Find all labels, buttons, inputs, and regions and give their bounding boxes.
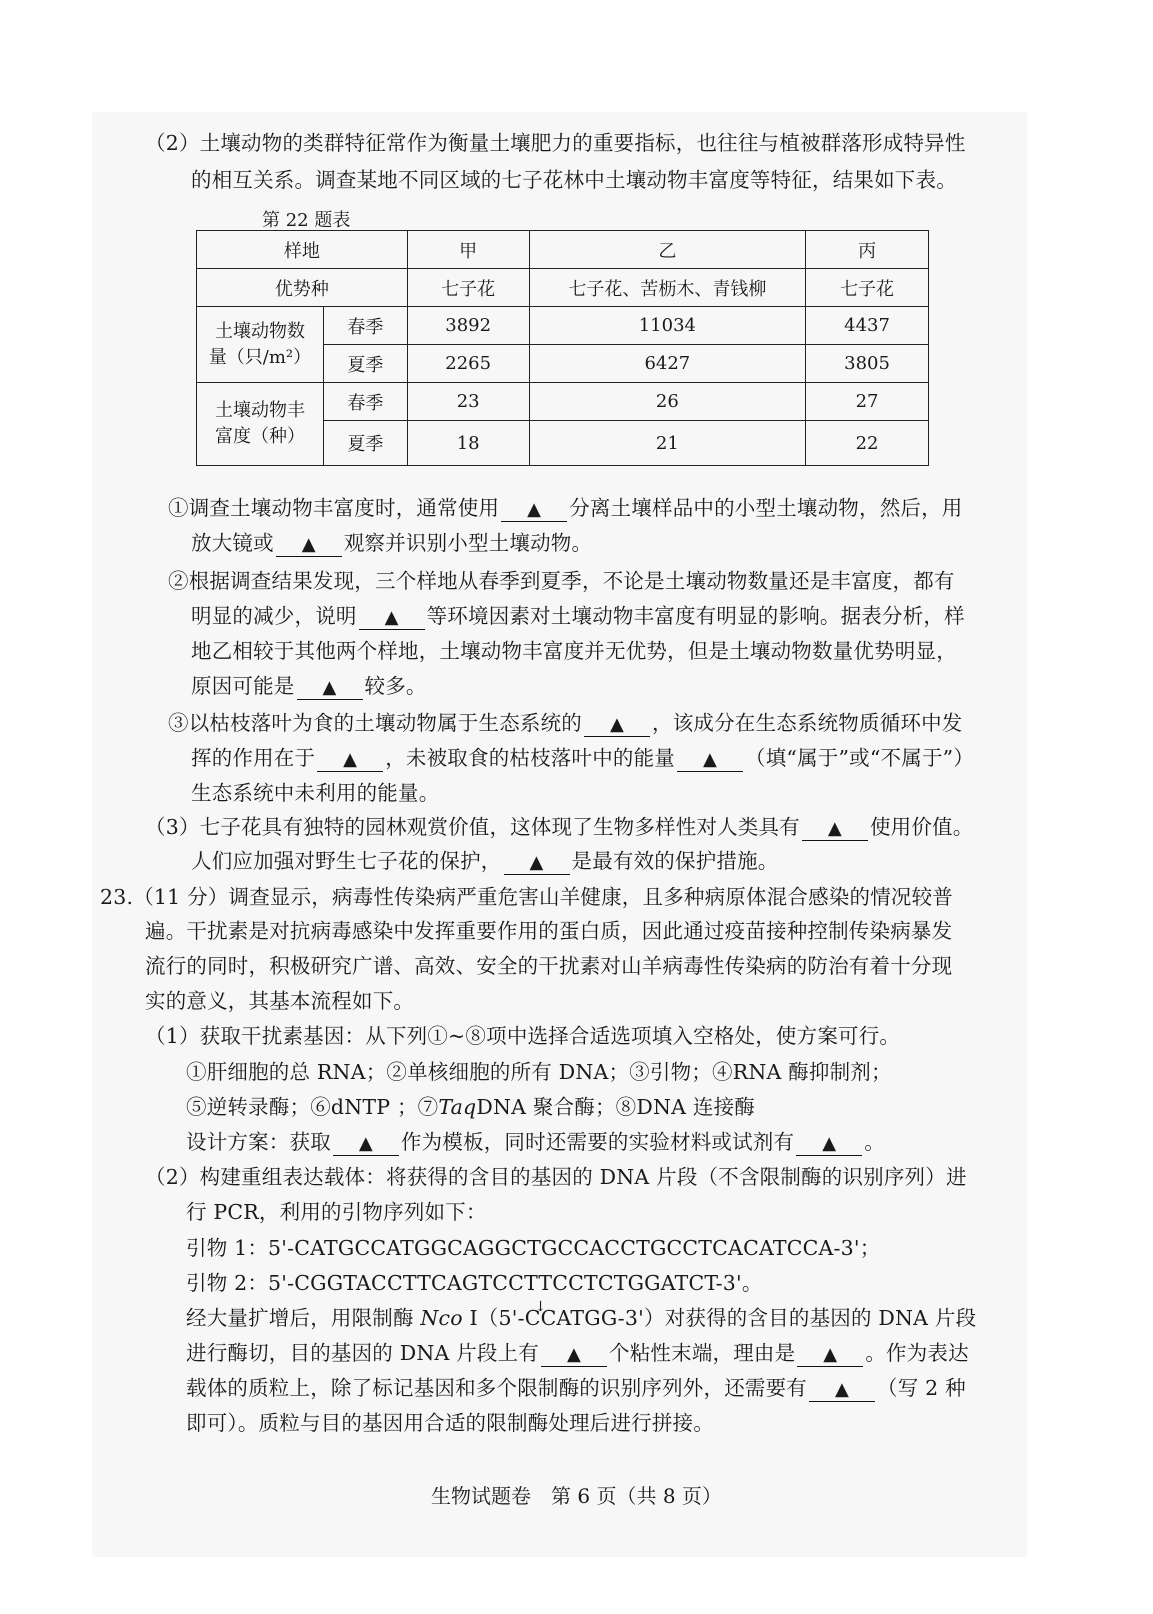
q22-sub1-line1 [168,495,963,522]
q22-sub2-line2 [191,603,965,630]
text: Taq [438,1095,477,1119]
answer-blank [797,1342,863,1367]
answer-blank [796,1131,862,1156]
count-label-2: 量（只/m²） [208,346,312,368]
primer-2: 引物 2：5'-CGGTACCTTCAGTCCTTCCTCTGGATCT-3'。 [186,1271,763,1295]
table-cell: 2265 [407,345,529,383]
dominant-b: 七子花、苦枥木、青钱柳 [529,269,806,307]
q22-part3-line2 [191,848,779,875]
site-b: 乙 [529,231,806,269]
answer-blank [276,532,342,557]
site-a: 甲 [407,231,529,269]
header-site: 样地 [197,231,408,269]
q23-part2-line2: 行 PCR，利用的引物序列如下： [186,1200,487,1224]
q22-sub3-line2 [191,745,974,772]
q22-sub2-line3: 地乙相较于其他两个样地，土壤动物丰富度并无优势，但是土壤动物数量优势明显， [191,639,957,663]
richness-label [197,383,324,466]
table-cell: 11034 [529,307,806,345]
richness-label-2: 富度（种） [214,426,305,447]
q22-sub2-line4 [191,673,427,700]
text: ①调查土壤动物丰富度时，通常使用 [168,496,500,520]
answer-blank [333,1131,399,1156]
text: 个粘性末端，理由是 [609,1341,796,1365]
answer-blank [541,1342,607,1367]
table-cell: 3805 [806,345,929,383]
text: ⑤逆转录酶；⑥dNTP ；⑦ [186,1095,439,1119]
text: ，未被取食的枯枝落叶中的能量 [385,746,676,770]
q23-design [186,1129,885,1156]
table-cell: 18 [407,421,529,466]
answer-blank [297,675,363,700]
q22-part2-line1: （2）土壤动物的类群特征常作为衡量土壤肥力的重要指标，也往往与植被群落形成特异性 [145,131,966,155]
table-caption: 第 22 题表 [262,210,351,231]
q22-sub1-line2 [191,530,592,557]
table-cell: 26 [529,383,806,421]
q22-sub3-line1 [168,710,963,737]
q23-part2-line1: （2）构建重组表达载体：将获得的含目的基因的 DNA 片段（不含限制酶的识别序列）进 [145,1165,967,1189]
table-cell: 6427 [529,345,806,383]
table-cell: 3892 [407,307,529,345]
text: Ⅰ（5'-C [462,1306,541,1330]
answer-blank [501,497,567,522]
season-summer: 夏季 [323,345,407,383]
q23-part2-line4 [186,1340,969,1367]
answer-blank [317,747,383,772]
q23-line3: 流行的同时，积极研究广谱、高效、安全的干扰素对山羊病毒性传染病的防治有着十分现 [145,954,953,978]
q23-line1: 23.（11 分）调查显示，病毒性传染病严重危害山羊健康，且多种病原体混合感染的情况较普 [100,885,954,909]
answer-blank [677,747,743,772]
answer-blank [504,850,570,875]
richness-label-1: 土壤动物丰 [214,400,305,421]
table-cell: 22 [806,421,929,466]
q23-part1: （1）获取干扰素基因：从下列①~⑧项中选择合适选项填入空格处，使方案可行。 [145,1024,901,1048]
text: 观察并识别小型土壤动物。 [343,531,593,555]
text: 等环境因素对土壤动物丰富度有明显的影响。据表分析，样 [426,604,965,628]
text: CATGG-3'）对获得的含目的基因的 DNA 片段 [540,1306,977,1330]
text: 。作为表达 [865,1341,969,1365]
text: Nco [420,1306,463,1330]
q22-part3-line1 [145,814,973,841]
answer-blank [584,712,650,737]
q22-sub2-line1: ②根据调查结果发现，三个样地从春季到夏季，不论是土壤动物数量还是丰富度，都有 [168,569,955,593]
text: （3）七子花具有独特的园林观赏价值，这体现了生物多样性对人类具有 [145,815,800,839]
site-c: 丙 [806,231,929,269]
text: 原因可能是 [191,674,295,698]
text: 是最有效的保护措施。 [571,849,779,873]
q23-options-1: ①肝细胞的总 RNA；②单核细胞的所有 DNA；③引物；④RNA 酶抑制剂； [186,1060,892,1084]
text: DNA 聚合酶；⑧DNA 连接酶 [476,1095,755,1119]
text: 明显的减少，说明 [191,604,357,628]
q23-part2-line3: 经大量扩增后，用限制酶 Nco Ⅰ（5'-C↓CATGG-3'）对获得的含目的基因的 DNA 片段 [186,1299,977,1330]
data-table [196,230,929,466]
count-label-1: 土壤动物数 [214,320,305,342]
page-footer: 生物试题卷 第 6 页（共 8 页） [431,1484,722,1508]
table-cell: 21 [529,421,806,466]
text: 较多。 [364,674,427,698]
q22-part2-line2: 的相互关系。调查某地不同区域的七子花林中土壤动物丰富度等特征，结果如下表。 [191,168,957,192]
text: 进行酶切，目的基因的 DNA 片段上有 [186,1341,540,1365]
q23-part2-line6: 即可）。质粒与目的基因用合适的限制酶处理后进行拼接。 [186,1411,714,1435]
count-label [197,307,324,383]
primer-1: 引物 1：5'-CATGCCATGGCAGGCTGCCACCTGCCTCACATCCA-3'； [186,1236,881,1260]
text: 放大镜或 [191,531,274,555]
answer-blank [802,816,868,841]
q23-line4: 实的意义，其基本流程如下。 [145,989,415,1013]
season-summer: 夏季 [323,421,407,466]
text: （填“属于”或“不属于”） [745,746,975,770]
text: 。 [864,1130,885,1154]
dominant-c: 七子花 [806,269,929,307]
text: 经大量扩增后，用限制酶 [186,1306,421,1330]
text: 作为模板，同时还需要的实验材料或试剂有 [400,1130,795,1154]
text: 分离土壤样品中的小型土壤动物，然后，用 [569,496,963,520]
answer-blank [809,1377,875,1402]
season-spring: 春季 [323,307,407,345]
dominant-a: 七子花 [407,269,529,307]
table-cell: 4437 [806,307,929,345]
table-cell: 23 [407,383,529,421]
text: ，该成分在生态系统物质循环中发 [652,711,963,735]
text: 人们应加强对野生七子花的保护， [191,849,502,873]
table-cell: 27 [806,383,929,421]
q23-options-2 [186,1094,755,1121]
text: 设计方案：获取 [186,1130,331,1154]
text: ③以枯枝落叶为食的土壤动物属于生态系统的 [168,711,582,735]
text: 挥的作用在于 [191,746,316,770]
text: （写 2 种 [877,1376,966,1400]
q23-line2: 遍。干扰素是对抗病毒感染中发挥重要作用的蛋白质，因此通过疫苗接种控制传染病暴发 [145,919,953,943]
season-spring: 春季 [323,383,407,421]
q23-part2-line5 [186,1375,966,1402]
answer-blank [359,605,425,630]
text: 载体的质粒上，除了标记基因和多个限制酶的识别序列外，还需要有 [186,1376,807,1400]
q22-sub3-line3: 生态系统中未利用的能量。 [191,781,440,805]
header-dominant: 优势种 [197,269,408,307]
text: 使用价值。 [869,815,974,839]
